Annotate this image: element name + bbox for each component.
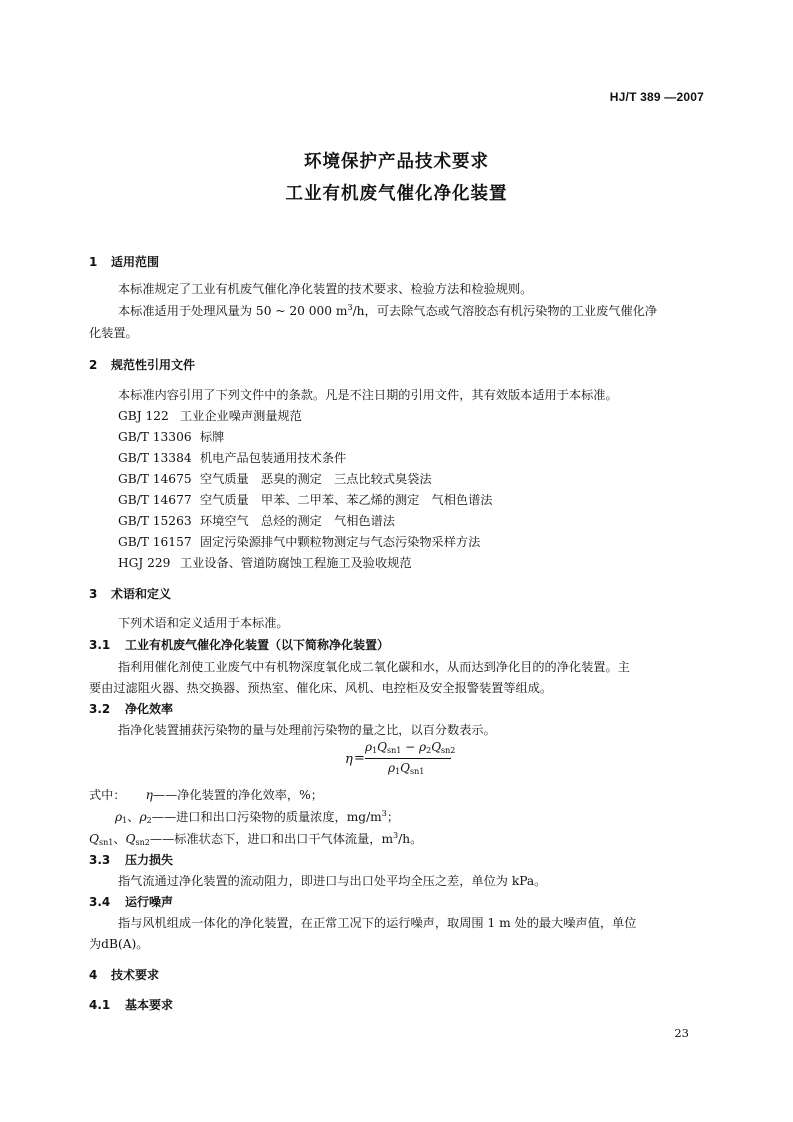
- rho-symbol: ρ: [388, 761, 396, 775]
- rho-symbol: ρ: [115, 810, 123, 824]
- definition-eta: [89, 786, 323, 803]
- sup-3: 3: [393, 831, 399, 840]
- reference-name: 工业企业噪声测量规范: [180, 409, 302, 423]
- reference-code: GB/T 14677: [118, 493, 192, 507]
- efficiency-formula: [345, 738, 465, 782]
- reference-name: 固定污染源排气中颗粒物测定与气态污染物采样方法: [200, 535, 481, 549]
- section-2-paragraph-1: 本标准内容引用了下列文件中的条款。凡是不注日期的引用文件，其有效版本适用于本标准。: [118, 388, 618, 402]
- sup-3: 3: [381, 809, 387, 818]
- formula-numerator: [365, 740, 455, 755]
- sub-2: 2: [146, 816, 152, 825]
- reference-name: 空气质量 恶臭的测定 三点比较式臭袋法: [200, 472, 432, 486]
- reference-code: GB/T 13384: [118, 451, 192, 465]
- reference-item: [118, 491, 493, 508]
- eta-definition: ——净化装置的净化效率，%；: [152, 788, 323, 802]
- sub-1: 1: [122, 816, 128, 825]
- sub-sn2: sn2: [441, 746, 456, 755]
- rho-symbol: ρ: [139, 810, 147, 824]
- reference-name: 环境空气 总烃的测定 气相色谱法: [200, 514, 395, 528]
- reference-code: GB/T 14675: [118, 472, 192, 486]
- q-definition: ——标准状态下，进口和出口干气体流量，m: [149, 832, 394, 846]
- section-3-4-heading: [89, 893, 173, 910]
- section-1-paragraph-1: 本标准规定了工业有机废气催化净化装置的技术要求、检验方法和检验规则。: [118, 282, 533, 296]
- section-3-number: 3: [89, 587, 98, 601]
- section-4-1-title: 基本要求: [125, 998, 174, 1012]
- fraction-bar: [365, 758, 451, 759]
- rho-definition: ——进口和出口污染物的质量浓度，mg/m: [151, 810, 382, 824]
- section-3-4-number: 3.4: [89, 895, 111, 909]
- rho-symbol: ρ: [365, 740, 373, 754]
- section-2-title: 规范性引用文件: [111, 358, 196, 372]
- section-3-1-number: 3.1: [89, 638, 111, 652]
- section-1-title: 适用范围: [111, 255, 160, 269]
- reference-name: 机电产品包装通用技术条件: [200, 451, 347, 465]
- section-1-number: 1: [89, 255, 98, 269]
- reference-item: [118, 512, 395, 529]
- sub-sn2: sn2: [135, 838, 150, 847]
- section-3-title: 术语和定义: [111, 587, 172, 601]
- reference-item: [118, 470, 432, 487]
- section-3-3-heading: [89, 851, 173, 868]
- reference-code: GBJ 122: [118, 409, 169, 423]
- section-4-number: 4: [89, 968, 98, 982]
- section-4-1-number: 4.1: [89, 998, 111, 1012]
- reference-item: [118, 449, 346, 466]
- sub-1: 1: [395, 767, 401, 776]
- where-label: 式中：: [89, 788, 126, 802]
- reference-code: GB/T 13306: [118, 430, 192, 444]
- q-symbol: Q: [431, 740, 442, 754]
- s1-p2-sup: 3: [347, 303, 353, 312]
- section-4-title: 技术要求: [111, 968, 160, 982]
- section-4-heading: [89, 966, 159, 983]
- reference-item: [118, 554, 412, 571]
- section-3-2-title: 净化效率: [125, 702, 174, 716]
- section-3-3-title: 压力损失: [125, 853, 174, 867]
- q-symbol: Q: [377, 740, 387, 754]
- reference-item: [118, 428, 224, 445]
- section-3-1-paragraph-cont: 要由过滤阻火器、热交换器、预热室、催化床、风机、电控柜及安全报警装置等组成。: [89, 681, 553, 695]
- s1-p2-a: 本标准适用于处理风量为 50 ~ 20 000 m: [118, 304, 348, 318]
- section-3-4-title: 运行噪声: [125, 895, 174, 909]
- q-symbol: Q: [400, 761, 410, 775]
- rho-symbol: ρ: [419, 740, 427, 754]
- reference-item: [118, 533, 480, 550]
- reference-item: [118, 407, 302, 424]
- formula-eta: η: [345, 752, 353, 767]
- section-1-paragraph-2-cont: 化装置。: [89, 326, 138, 340]
- sub-2: 2: [426, 746, 432, 755]
- section-3-1-heading: [89, 636, 389, 653]
- sub-sn1: sn1: [410, 767, 425, 776]
- reference-name: 空气质量 甲苯、二甲苯、苯乙烯的测定 气相色谱法: [200, 493, 493, 507]
- definition-rho: [115, 808, 399, 825]
- section-2-heading: [89, 356, 195, 373]
- page-number: 23: [674, 1026, 689, 1040]
- section-1-heading: [89, 253, 159, 270]
- q-symbol: Q: [89, 832, 99, 846]
- document-title-line2: 工业有机废气催化净化装置: [285, 184, 508, 204]
- def3-end: /h。: [398, 832, 423, 846]
- reference-name: 标牌: [200, 430, 225, 444]
- def2-end: ；: [386, 810, 400, 824]
- section-3-3-paragraph: 指气流通过净化装置的流动阻力，即进口与出口处平均全压之差，单位为 kPa。: [118, 874, 547, 888]
- section-1-paragraph-2: [118, 302, 657, 319]
- formula-equals: =: [354, 751, 365, 766]
- section-3-3-number: 3.3: [89, 853, 111, 867]
- section-2-number: 2: [89, 358, 98, 372]
- section-3-2-number: 3.2: [89, 702, 111, 716]
- separator: 、: [127, 810, 140, 824]
- section-3-paragraph-1: 下列术语和定义适用于本标准。: [118, 616, 289, 630]
- section-3-2-heading: [89, 700, 173, 717]
- section-3-1-paragraph: 指利用催化剂使工业废气中有机物深度氧化成二氧化碳和水，从而达到净化目的的净化装置。主: [118, 660, 630, 674]
- reference-code: GB/T 16157: [118, 535, 192, 549]
- section-3-4-paragraph-cont: 为dB(A)。: [89, 937, 149, 951]
- formula-denominator: [388, 761, 424, 776]
- section-4-1-heading: [89, 996, 173, 1013]
- q-symbol: Q: [125, 832, 136, 846]
- s1-p2-b: /h，可去除气态或气溶胶态有机污染物的工业废气催化净: [352, 304, 658, 318]
- reference-name: 工业设备、管道防腐蚀工程施工及验收规范: [180, 556, 412, 570]
- standard-code: HJ/T 389 —2007: [609, 90, 704, 104]
- separator: 、: [113, 832, 126, 846]
- document-title-line1: 环境保护产品技术要求: [304, 152, 489, 172]
- section-3-1-title: 工业有机废气催化净化装置（以下简称净化装置）: [125, 638, 390, 652]
- sub-sn1: sn1: [387, 746, 402, 755]
- sub-sn1: sn1: [99, 838, 114, 847]
- reference-code: HGJ 229: [118, 556, 171, 570]
- section-3-4-paragraph: 指与风机组成一体化的净化装置，在正常工况下的运行噪声，取周围 1 m 处的最大噪声值，单位: [118, 916, 637, 930]
- section-3-heading: [89, 585, 171, 602]
- minus-sign: −: [401, 740, 420, 754]
- eta-symbol: η: [145, 788, 153, 802]
- sub-1: 1: [372, 746, 378, 755]
- definition-q: [89, 830, 422, 847]
- section-3-2-paragraph: 指净化装置捕获污染物的量与处理前污染物的量之比，以百分数表示。: [118, 723, 496, 737]
- reference-code: GB/T 15263: [118, 514, 192, 528]
